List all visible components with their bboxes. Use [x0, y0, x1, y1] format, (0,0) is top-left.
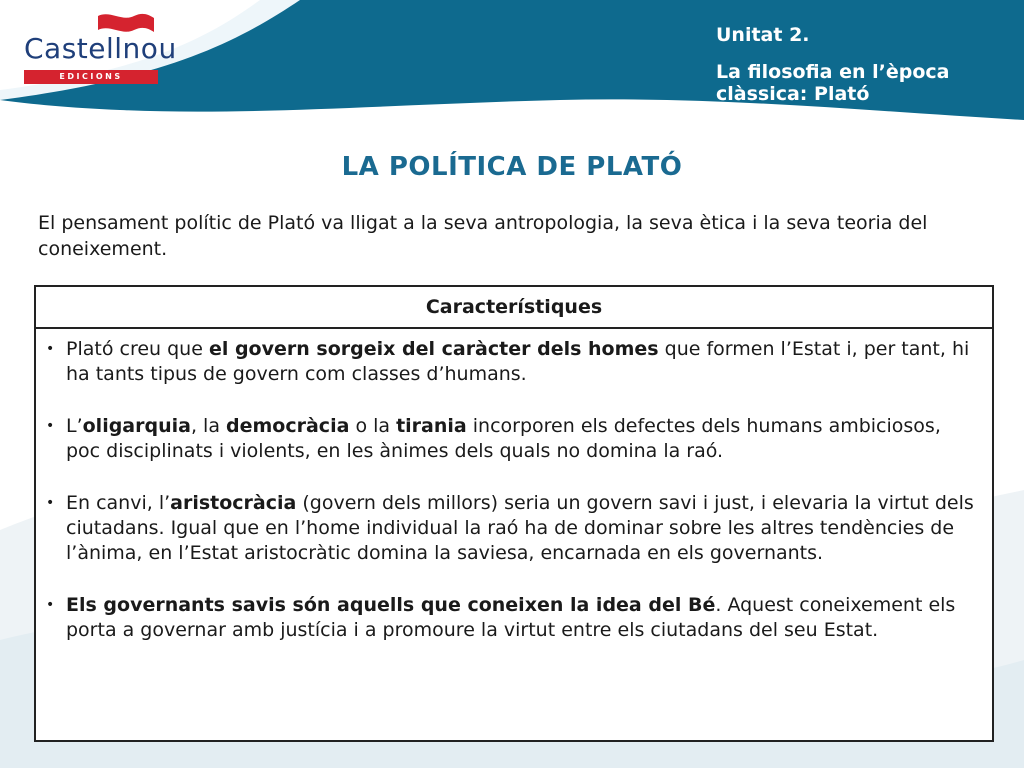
- characteristics-list: [36, 329, 992, 643]
- unit-subtitle: La filosofia en l’època clàssica: Plató: [716, 61, 950, 105]
- brand-tagline: EDICIONS: [24, 70, 158, 84]
- bullet-icon: •: [46, 418, 55, 434]
- brand-name: Castellnou: [24, 32, 177, 65]
- bullet-icon: •: [46, 341, 55, 357]
- bullet-icon: •: [46, 597, 55, 613]
- list-item: • Els governants savis són aquells que coneixen la idea del Bé. Aquest coneixement els porta a governar amb justícia i a promoure la virtut entre els ciutadans del seu Estat.: [46, 594, 956, 641]
- characteristics-table: [34, 285, 994, 742]
- list-item: • Plató creu que el govern sorgeix del caràcter dels homes que formen l’Estat i, per tant, hi ha tants tipus de govern com classes d’humans.: [46, 338, 970, 385]
- list-item: • En canvi, l’aristocràcia (govern dels millors) seria un govern savi i just, i elevaria la virtut dels ciutadans. Igual que en l’home individual la raó ha de dominar sobre les altres tendències de l’ànima, en l’Estat aristocràtic domina la saviesa, encarnada en els governants.: [46, 492, 974, 564]
- table-header: Característiques: [36, 287, 992, 329]
- intro-text: El pensament polític de Plató va lligat a la seva antropologia, la seva ètica i la seva teoria del coneixement.: [38, 212, 928, 260]
- castellnou-logo: [24, 10, 177, 81]
- bullet-icon: •: [46, 495, 55, 511]
- unit-label: Unitat 2.: [716, 24, 810, 46]
- list-item: • L’oligarquia, la democràcia o la tirania incorporen els defectes dels humans ambiciosos, poc disciplinats i violents, en les ànimes dels quals no domina la raó.: [46, 415, 941, 462]
- page-title: LA POLÍTICA DE PLATÓ: [341, 152, 683, 182]
